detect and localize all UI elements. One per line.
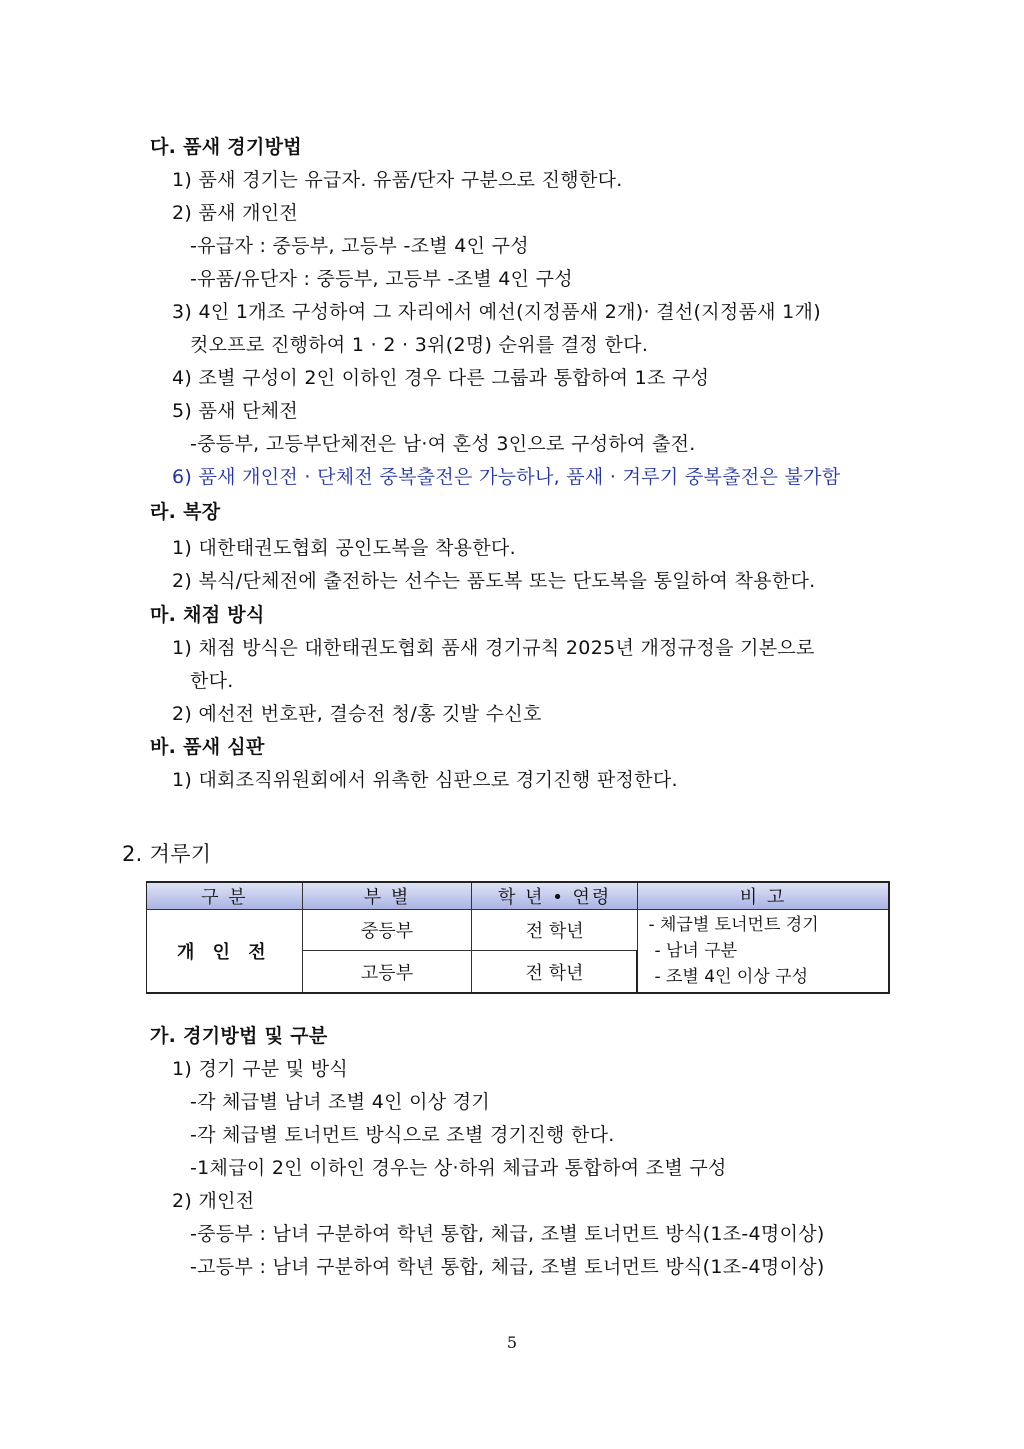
table-header-row xyxy=(147,882,890,910)
header-remarks: 비 고 xyxy=(637,882,889,910)
item-ga-1: 1) 경기 구분 및 방식 xyxy=(172,1058,349,1080)
remark-line: - 체급별 토너먼트 경기 xyxy=(648,915,819,935)
remark-line: - 남녀 구분 xyxy=(654,941,738,961)
item-ma-1: 1) 채점 방식은 대한태권도협회 품새 경기규칙 2025년 개정규정을 기본으로 xyxy=(172,637,815,659)
heading-ra: 라. 복장 xyxy=(150,501,221,523)
item-ba-1: 1) 대회조직위원회에서 위촉한 심판으로 경기진행 판정한다. xyxy=(172,769,678,791)
item-da-5: 5) 품새 단체전 xyxy=(172,400,299,422)
heading-ga: 가. 경기방법 및 구분 xyxy=(150,1025,328,1047)
item-ra-1: 1) 대한태권도협회 공인도복을 착용한다. xyxy=(172,537,516,559)
item-ga-1b: -각 체급별 토너먼트 방식으로 조별 경기진행 한다. xyxy=(190,1124,615,1146)
division-cell: 고등부 xyxy=(302,951,472,993)
item-da-3: 3) 4인 1개조 구성하여 그 자리에서 예선(지정품새 2개)· 결선(지정품새 1개) xyxy=(172,301,821,323)
sparring-table xyxy=(146,881,890,994)
grade-cell: 전 학년 xyxy=(472,910,638,951)
group-cell: 개 인 전 xyxy=(147,910,303,994)
header-grade: 학 년 • 연령 xyxy=(472,882,638,910)
item-ga-1c: -1체급이 2인 이하인 경우는 상·하위 체급과 통합하여 조별 구성 xyxy=(190,1157,727,1179)
item-ma-1b: 한다. xyxy=(190,670,234,692)
section-title-sparring: 2. 겨루기 xyxy=(122,842,212,866)
item-da-5a: -중등부, 고등부단체전은 남·여 혼성 3인으로 구성하여 출전. xyxy=(190,433,696,455)
item-ma-2: 2) 예선전 번호판, 결승전 청/홍 깃발 수신호 xyxy=(172,703,542,725)
heading-ma: 마. 채점 방식 xyxy=(150,604,265,626)
item-ga-1a: -각 체급별 남녀 조별 4인 이상 경기 xyxy=(190,1091,491,1113)
header-division: 부 별 xyxy=(302,882,472,910)
grade-cell: 전 학년 xyxy=(472,951,638,993)
division-cell: 중등부 xyxy=(302,910,472,951)
page-number: 5 xyxy=(506,1333,518,1352)
remark-line: - 조별 4인 이상 구성 xyxy=(654,967,808,987)
remarks-cell xyxy=(637,910,889,994)
item-da-3b: 컷오프로 진행하여 1 · 2 · 3위(2명) 순위를 결정 한다. xyxy=(190,334,649,356)
item-da-2: 2) 품새 개인전 xyxy=(172,202,299,224)
item-da-6: 6) 품새 개인전 · 단체전 중복출전은 가능하나, 품새 · 겨루기 중복출전은 불가함 xyxy=(172,466,841,488)
table-row xyxy=(147,910,890,951)
item-ga-2a: -중등부 : 남녀 구분하여 학년 통합, 체급, 조별 토너먼트 방식(1조-4명이상) xyxy=(190,1223,825,1245)
header-category: 구 분 xyxy=(147,882,303,910)
heading-da: 다. 품새 경기방법 xyxy=(150,136,302,158)
item-da-2b: -유품/유단자 : 중등부, 고등부 -조별 4인 구성 xyxy=(190,268,573,290)
item-da-4: 4) 조별 구성이 2인 이하인 경우 다른 그룹과 통합하여 1조 구성 xyxy=(172,367,710,389)
heading-ba: 바. 품새 심판 xyxy=(150,736,265,758)
item-ra-2: 2) 복식/단체전에 출전하는 선수는 품도복 또는 단도복을 통일하여 착용한다. xyxy=(172,570,816,592)
item-ga-2b: -고등부 : 남녀 구분하여 학년 통합, 체급, 조별 토너먼트 방식(1조-4명이상) xyxy=(190,1256,825,1278)
item-ga-2: 2) 개인전 xyxy=(172,1190,255,1212)
item-da-1: 1) 품새 경기는 유급자. 유품/단자 구분으로 진행한다. xyxy=(172,169,623,191)
item-da-2a: -유급자 : 중등부, 고등부 -조별 4인 구성 xyxy=(190,235,529,257)
